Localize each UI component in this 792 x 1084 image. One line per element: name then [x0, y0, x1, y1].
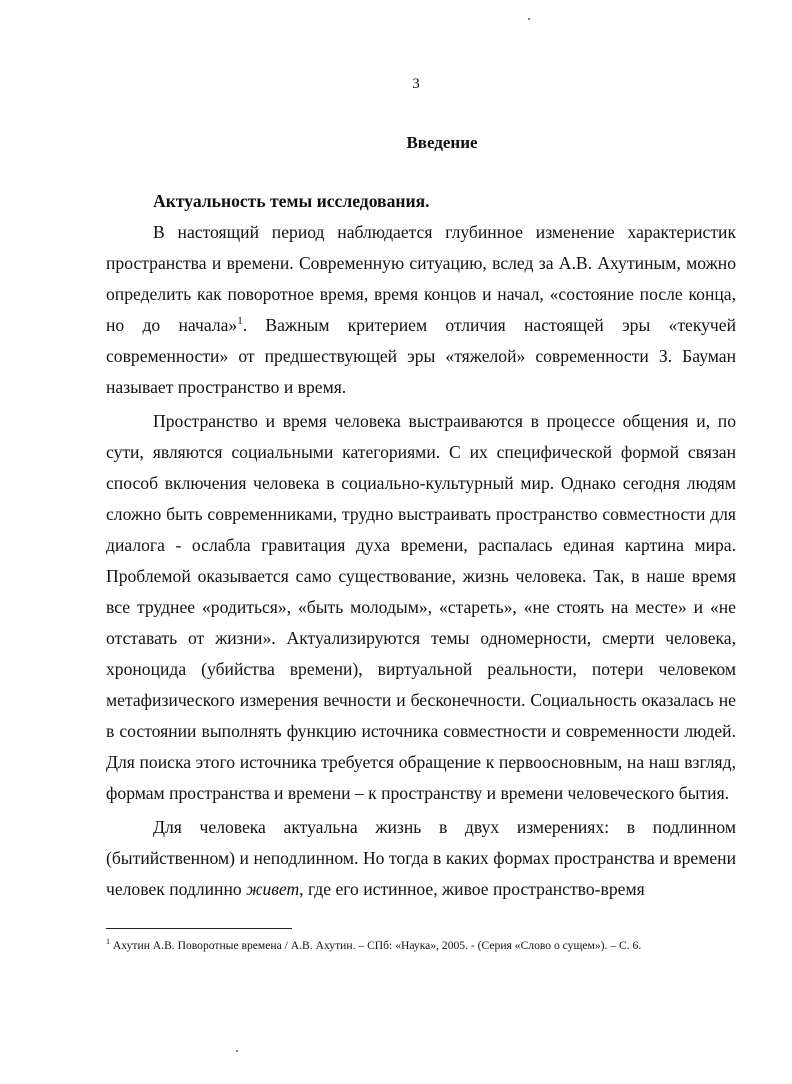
footnote-text: Ахутин А.В. Поворотные времена / А.В. Ахутин. – СПб: «Наука», 2005. - (Серия «Слово о сущем»). – С. 6. — [110, 939, 642, 952]
paragraph-3 — [106, 812, 736, 905]
footnote-divider — [106, 928, 292, 929]
paragraph-3-text: Для человека актуальна жизнь в двух измерениях: в подлинном (бытийственном) и неподлинном. Но тогда в каких формах пространства и времени человек подлинно — [106, 817, 736, 899]
footnote-marker: 1 — [106, 937, 110, 947]
paragraph-2: Пространство и время человека выстраиваются в процессе общения и, по сути, являются социальными категориями. С их специфической формой связан способ включения человека в социально-культурный мир. Однако сегодня людям сложно быть современниками, трудно выстраивать пространство совместности для диалога - ослабла гравитация духа времени, распалась единая картина мира. Проблемой оказывается само существование, жизнь человека. Так, в наше время все труднее «родиться», «быть молодым», «стареть», «не стоять на месте» и «не отставать от жизни». Актуализируются темы одномерности, смерти человека, хроноцида (убийства времени), виртуальной реальности, потери человеком метафизического измерения вечности и бесконечности. Социальность оказалась не в состоянии выполнять функцию источника совместности и современности людей. Для поиска этого источника требуется обращение к первоосновным, на наш взгляд, формам пространства и времени – к пространству и времени человеческого бытия. — [106, 411, 736, 803]
main-text — [106, 186, 736, 905]
section-subheading: Актуальность темы исследования. — [153, 191, 430, 211]
emphasized-word: живет — [246, 879, 300, 899]
scan-speck — [236, 1050, 238, 1052]
page-title: Введение — [406, 133, 478, 152]
footnote-reference[interactable]: 1 — [237, 315, 243, 328]
page-number: 3 — [412, 76, 420, 92]
paragraph-1-text: В настоящий период наблюдается глубинное изменение характеристик пространства и времени. Современную ситуацию, вслед за А.В. Ахутиным, можно определить как поворотное время, время концов и начал, «состояние после конца, но до начала» — [106, 222, 736, 335]
paragraph-1-text-continued: . Важным критерием отличия настоящей эры «текучей современности» от предшествующей эры «тяжелой» современности З. Бауман называет пространство и время. — [106, 315, 736, 397]
paragraph-3-text-continued: , где его истинное, живое пространство-время — [299, 879, 645, 899]
footnote — [106, 939, 746, 953]
paragraph-1 — [106, 217, 736, 403]
scan-speck — [528, 18, 530, 20]
